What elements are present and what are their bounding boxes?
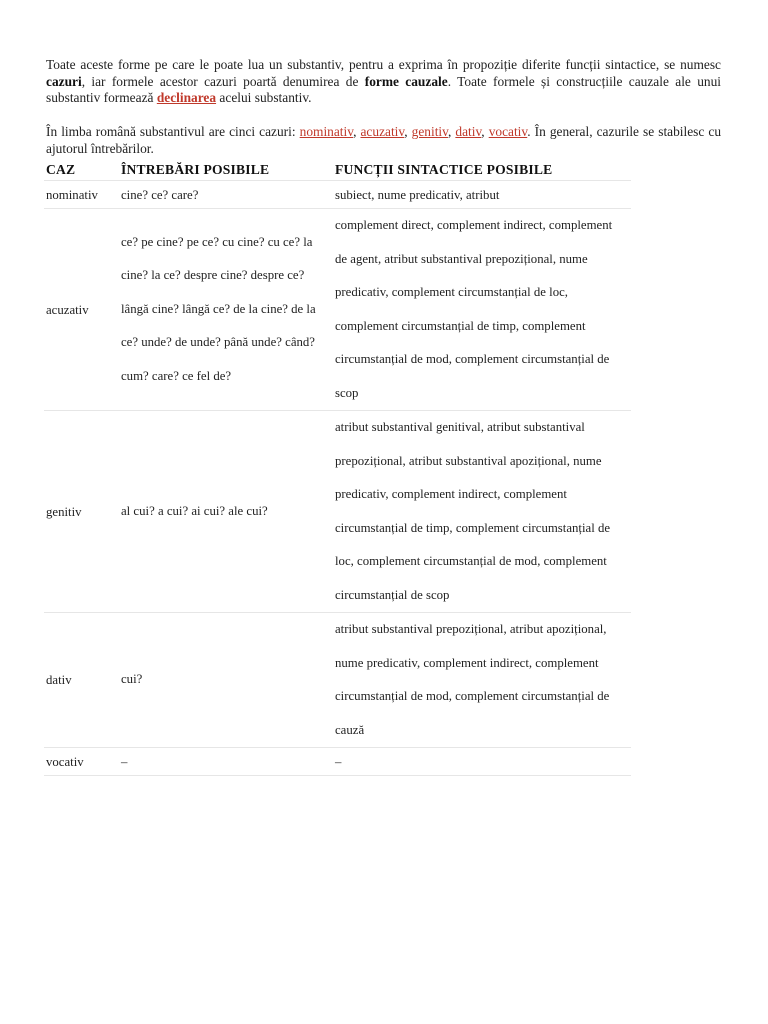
table-header-row bbox=[44, 158, 631, 181]
intro-text: , iar formele acestor cazuri poartă denumirea de bbox=[81, 73, 365, 89]
cell-functii: subiect, nume predicativ, atribut bbox=[333, 181, 631, 209]
cell-caz: acuzativ bbox=[44, 209, 119, 411]
intro-text: În limba română substantivul are cinci cazuri: bbox=[46, 124, 300, 140]
link-declinarea[interactable]: declinarea bbox=[156, 90, 217, 106]
cell-caz: nominativ bbox=[44, 181, 119, 209]
intro-text: . Toate formele și construcțiile cauzale ale unui substantiv formează bbox=[46, 73, 722, 106]
cell-caz: genitiv bbox=[44, 411, 119, 613]
term-forme-cauzale: forme cauzale bbox=[364, 73, 448, 89]
intro-text: acelui substantiv. bbox=[216, 90, 312, 106]
table-row-dativ bbox=[44, 613, 631, 748]
cell-caz: dativ bbox=[44, 613, 119, 748]
cell-functii: complement direct, complement indirect, complement de agent, atribut substantival prepozițional, nume predicativ, complement circumstanțial de loc, complement circumstanțial de timp, complement circumstanțial de mod, complement circumstanțial de scop bbox=[333, 209, 631, 411]
header-functii: FUNCȚII SINTACTICE POSIBILE bbox=[333, 158, 631, 181]
intro-paragraph-2: În limba română substantivul are cinci cazuri: nominativ, acuzativ, genitiv, dativ, vocativ. În general, cazurile se stabilesc cu ajutorul întrebărilor. bbox=[46, 124, 722, 156]
intro-paragraph-1 bbox=[46, 57, 721, 107]
table-row-genitiv bbox=[44, 411, 631, 613]
cell-functii: – bbox=[333, 748, 631, 776]
cell-functii: atribut substantival prepozițional, atribut apozițional, nume predicativ, complement indirect, complement circumstanțial de mod, complement circumstanțial de cauză bbox=[333, 613, 631, 748]
link-nominativ[interactable]: nominativ bbox=[299, 124, 354, 140]
table-row-acuzativ bbox=[44, 209, 631, 411]
link-dativ[interactable]: dativ bbox=[455, 124, 482, 140]
header-caz: CAZ bbox=[44, 158, 119, 181]
term-cazuri: cazuri bbox=[46, 73, 82, 89]
table-row-vocativ bbox=[44, 748, 631, 776]
cell-functii: atribut substantival genitival, atribut substantival prepozițional, atribut substantival apozițional, nume predicativ, complement indirect, complement circumstanțial de timp, complement circumstanțial de loc, complement circumstanțial de mod, complement circumstanțial de scop bbox=[333, 411, 631, 613]
link-genitiv[interactable]: genitiv bbox=[411, 124, 448, 140]
intro-text: Toate aceste forme pe care le poate lua un substantiv, pentru a exprima în propoziție diferite funcții sintactice, se numesc bbox=[46, 57, 721, 73]
header-intrebari: ÎNTREBĂRI POSIBILE bbox=[119, 158, 333, 181]
cases-table bbox=[44, 158, 631, 776]
cell-intrebari: cine? ce? care? bbox=[119, 181, 333, 209]
intro-text: . În general, cazurile se stabilesc cu ajutorul întrebărilor. bbox=[46, 124, 722, 156]
link-vocativ[interactable]: vocativ bbox=[488, 124, 528, 140]
cell-intrebari: cui? bbox=[119, 613, 333, 748]
cell-caz: vocativ bbox=[44, 748, 119, 776]
cell-intrebari: – bbox=[119, 748, 333, 776]
cell-intrebari: ce? pe cine? pe ce? cu cine? cu ce? la cine? la ce? despre cine? despre ce? lângă cine? lângă ce? de la cine? de la ce? unde? de unde? până unde? când? cum? care? ce fel de? bbox=[119, 209, 333, 411]
table-row-nominativ bbox=[44, 181, 631, 209]
link-acuzativ[interactable]: acuzativ bbox=[360, 124, 405, 140]
cell-intrebari: al cui? a cui? ai cui? ale cui? bbox=[119, 411, 333, 613]
